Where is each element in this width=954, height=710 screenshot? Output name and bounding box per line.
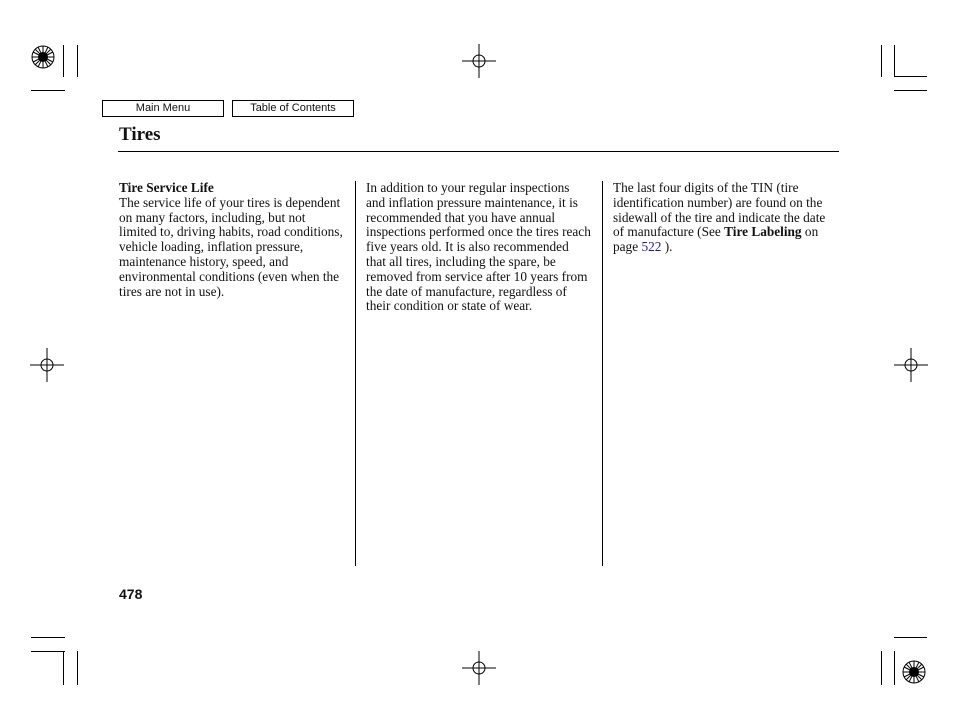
crop-mark — [31, 637, 65, 638]
column-divider — [355, 181, 356, 566]
crop-mark — [881, 45, 882, 77]
crop-mark — [881, 651, 882, 685]
page-link[interactable]: 522 — [641, 239, 662, 255]
registration-crosshair-icon — [462, 651, 496, 685]
cross-reference-title: Tire Labeling — [724, 224, 802, 240]
column-divider — [602, 181, 603, 566]
column-2 — [366, 181, 591, 314]
crop-mark — [77, 651, 78, 685]
crop-mark — [77, 45, 78, 77]
table-of-contents-button[interactable]: Table of Contents — [232, 100, 354, 117]
crop-mark — [894, 90, 927, 91]
paragraph — [613, 181, 838, 255]
crop-mark — [894, 76, 927, 77]
title-rule — [118, 151, 839, 152]
crop-mark — [894, 45, 895, 77]
crop-mark — [31, 651, 65, 652]
column-1 — [119, 181, 344, 299]
column-3 — [613, 181, 838, 255]
registration-crosshair-icon — [894, 348, 928, 382]
text-run: The last four digits of the TIN (tire identification number) are found on the sidewall of the tire and indicate the date of manufacture (See — [613, 180, 826, 240]
crop-mark — [63, 45, 64, 77]
crop-mark — [63, 651, 64, 685]
paragraph: In addition to your regular inspections and inflation pressure maintenance, it is recommended that you have annual inspections performed once the tires reach five years old. It is also recommended that all tires, including the spare, be removed from service after 10 years from the date of manufacture, regardless of their condition or state of wear. — [366, 180, 591, 314]
page-title: Tires — [119, 124, 161, 145]
starburst-target-icon — [31, 45, 55, 69]
page-number: 478 — [119, 586, 143, 602]
text-run: on page — [613, 224, 819, 255]
main-menu-button[interactable]: Main Menu — [102, 100, 224, 117]
text-run: ). — [661, 239, 673, 255]
crop-mark — [31, 90, 65, 91]
crop-mark — [894, 651, 895, 685]
starburst-target-icon — [902, 660, 926, 684]
crop-mark — [894, 637, 927, 638]
paragraph: The service life of your tires is dependent on many factors, including, but not limited to, driving habits, road conditions, vehicle loading, inflation pressure, maintenance history, speed, and environmental conditions (even when the tires are not in use). — [119, 194, 343, 299]
registration-crosshair-icon — [30, 348, 64, 382]
registration-crosshair-icon — [462, 44, 496, 78]
section-heading: Tire Service Life — [119, 180, 214, 195]
